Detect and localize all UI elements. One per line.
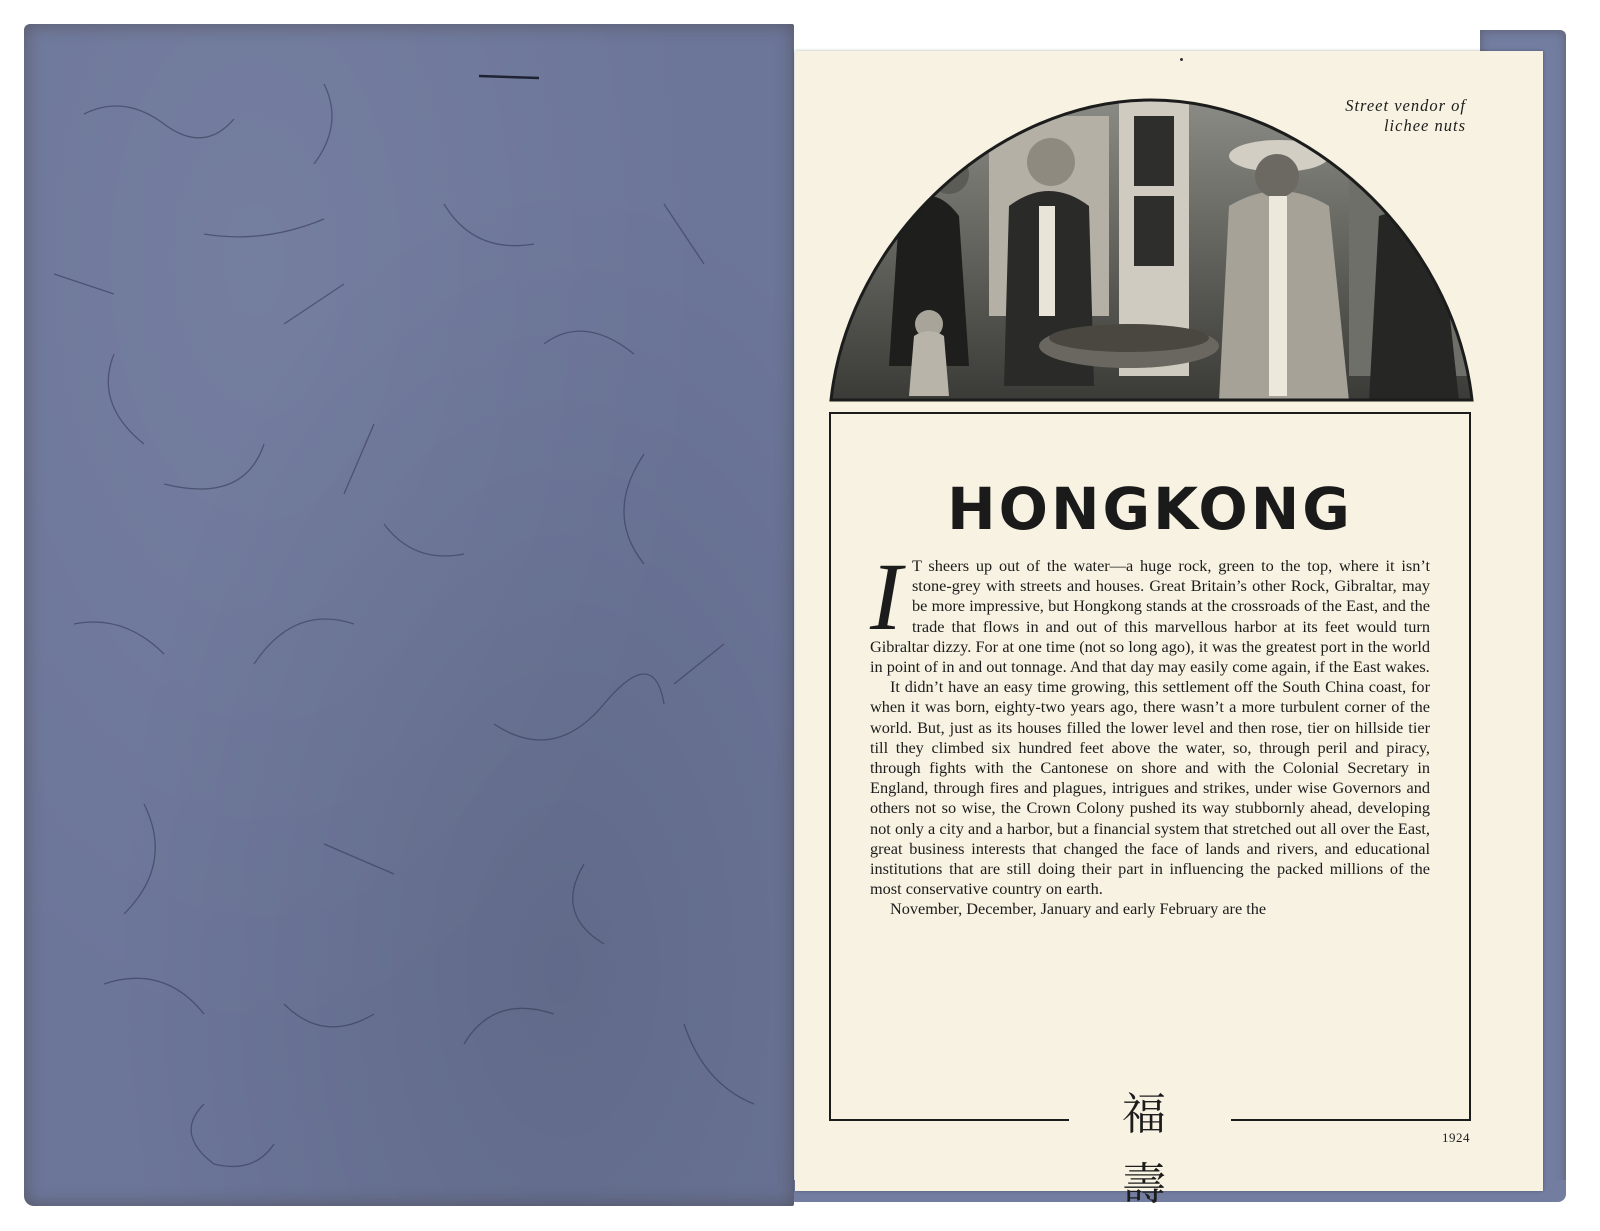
street-vendor-photo — [829, 96, 1474, 402]
cover-fiber-texture — [24, 24, 794, 1206]
paragraph-1 — [870, 543, 1430, 677]
paragraph-3: November, December, January and early February are the — [890, 899, 1267, 919]
frame-rule-right — [1231, 1119, 1471, 1121]
paragraph-2: It didn’t have an easy time growing, this settlement off the South China coast, for when it was born, eighty-two years ago, there wasn’t a more turbulent corner of the world. But, just as its houses filled the lower level and then rose, tier on hillside tier till they climbed six hundred feet above the water, so, through peril and piracy, through fights with the Cantonese on shore and with the Colonial Secretary in England, through fires and plagues, intrigues and strikes, under wise Governors and others not so wise, the Crown Colony pushed its way stubbornly ahead, developing not only a city and a harbor, but a financial system that stretched out all over the East, great business interests that changed the face of lands and rivers, and educational institutions that are still doing their part in influencing the packed millions of the most conservative country on earth. — [870, 677, 1430, 899]
chinese-characters-ornament: 福 壽 — [1122, 1089, 1180, 1210]
drop-cap: I — [870, 543, 902, 650]
article-title: HONGKONG — [947, 475, 1353, 543]
front-cover-paper — [24, 24, 794, 1206]
page-year: 1924 — [1442, 1130, 1470, 1145]
article-body — [870, 543, 1430, 920]
paragraph-1-text: T sheers up out of the water—a huge rock, green to the top, where it isn’t stone-grey with streets and houses. Great Britain’s other Rock, Gibraltar, may be more impressive, but Hongkong stands at the crossroads of the East, and the trade that flows in and out of this marvellous harbor at its feet would turn Gibraltar dizzy. For at one time (not so long ago), it was the greatest port in the world in point of in and out tonnage. And that day may easily come again, if the East wakes. — [870, 556, 1430, 677]
caption-line-1: Street vendor of — [1345, 96, 1466, 115]
frame-rule-left — [829, 1119, 1069, 1121]
page-dot — [1180, 58, 1183, 61]
caption-line-2: lichee nuts — [1383, 116, 1466, 135]
